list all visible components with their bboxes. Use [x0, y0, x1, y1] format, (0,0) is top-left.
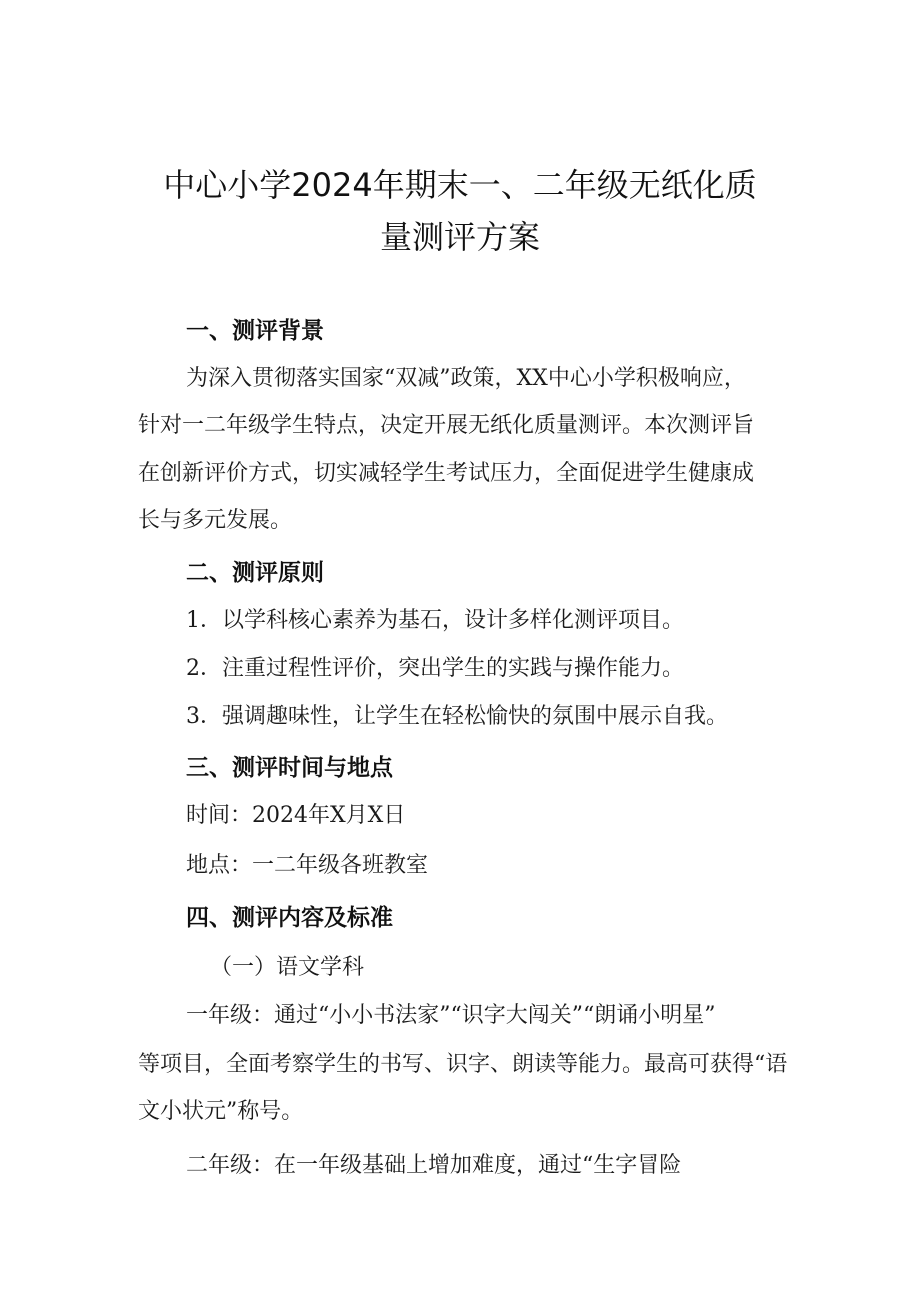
document-title-line-1: 中心小学2024年期末一、二年级无纸化质: [163, 166, 757, 204]
paragraph-line: 针对一二年级学生特点，决定开展无纸化质量测评。本次测评旨: [138, 413, 755, 438]
principle-item: 3．强调趣味性，让学生在轻松愉快的氛围中展示自我。: [186, 704, 728, 729]
paragraph-line: 二年级：在一年级基础上增加难度，通过“生字冒险: [186, 1153, 682, 1178]
section-heading-principles: 二、测评原则: [186, 560, 324, 586]
document-title-line-2: 量测评方案: [379, 218, 540, 256]
subsection-heading-chinese: （一）语文学科: [210, 955, 365, 980]
section-heading-content: 四、测评内容及标准: [186, 905, 393, 931]
section-heading-time-place: 三、测评时间与地点: [186, 755, 393, 781]
time-line: 时间：2024年X月X日: [186, 803, 406, 828]
principle-item: 2．注重过程性评价，突出学生的实践与操作能力。: [186, 656, 684, 681]
paragraph-line: 长与多元发展。: [138, 508, 293, 533]
paragraph-line: 一年级：通过“小小书法家”“识字大闯关”“朗诵小明星”: [186, 1003, 716, 1028]
paragraph-line: 为深入贯彻落实国家“双减”政策，XX中心小学积极响应，: [186, 366, 746, 391]
principle-item: 1．以学科核心素养为基石，设计多样化测评项目。: [186, 608, 684, 633]
paragraph-line: 文小状元”称号。: [138, 1099, 304, 1124]
paragraph-line: 等项目，全面考察学生的书写、识字、朗读等能力。最高可获得“语: [138, 1052, 788, 1077]
section-heading-background: 一、测评背景: [186, 318, 324, 344]
paragraph-line: 在创新评价方式，切实减轻学生考试压力，全面促进学生健康成: [138, 461, 755, 486]
place-line: 地点：一二年级各班教室: [186, 853, 429, 878]
